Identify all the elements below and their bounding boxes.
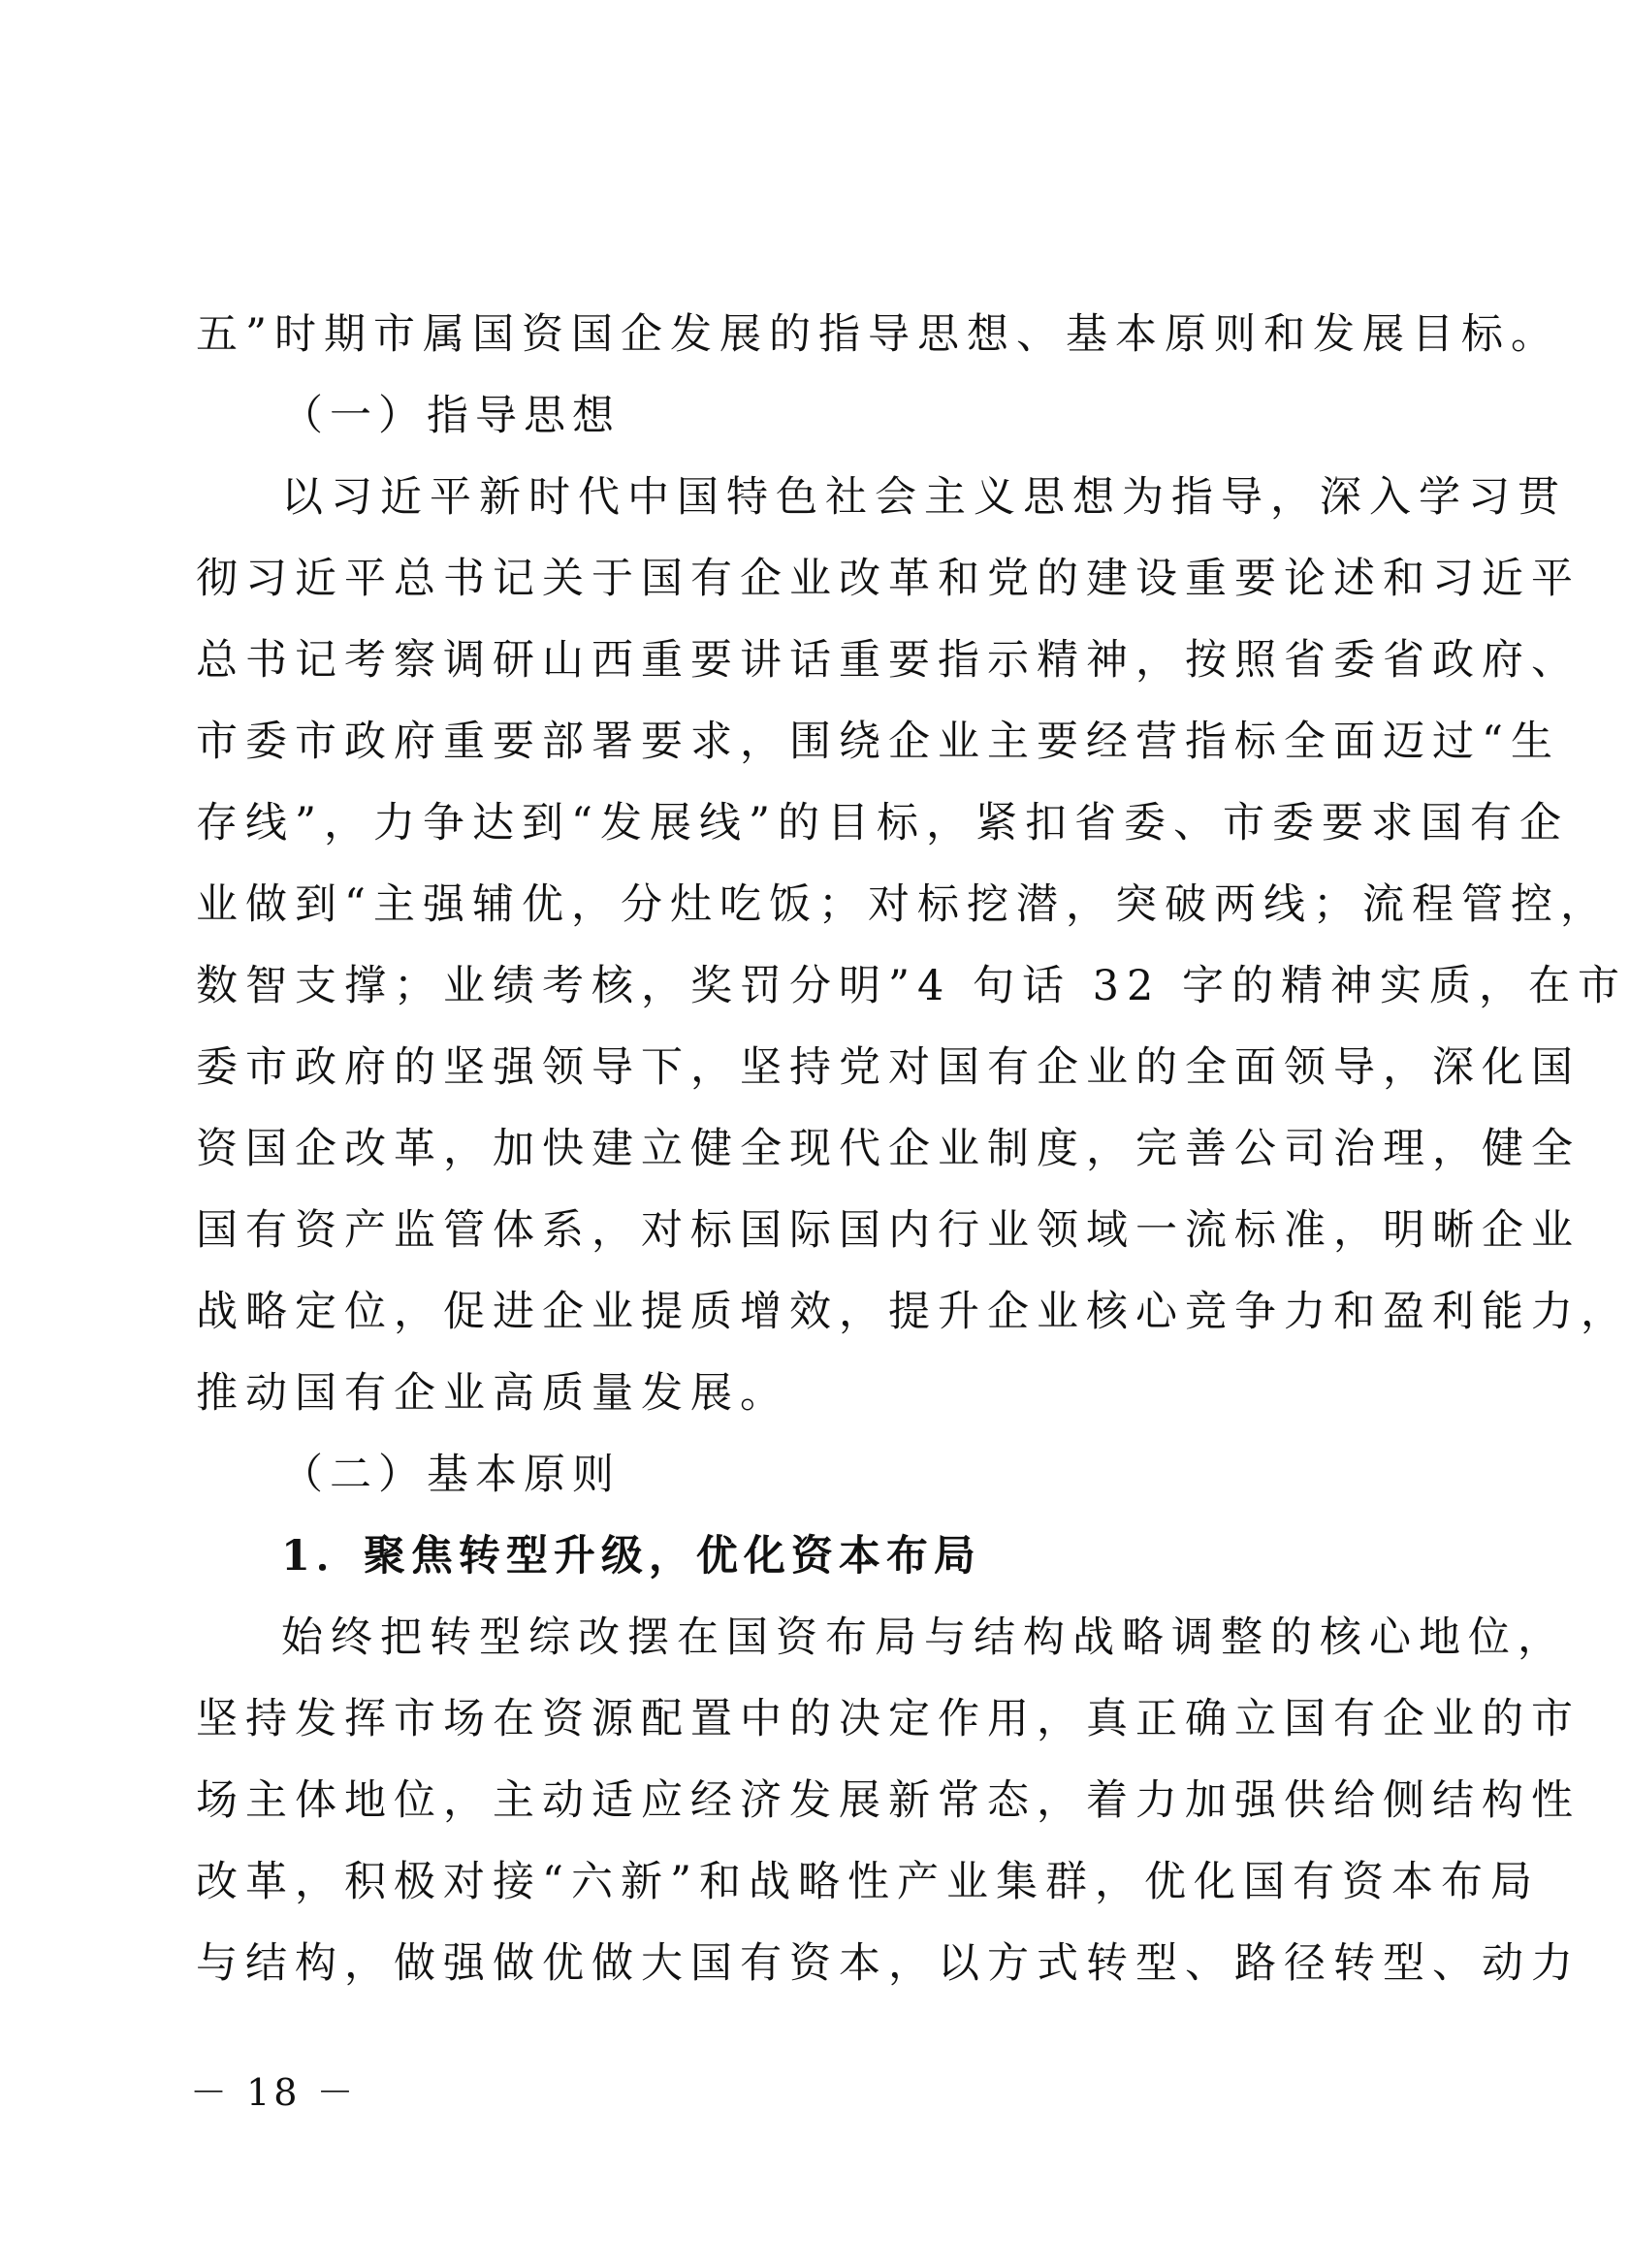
text-line: 与结构，做强做优做大国有资本，以方式转型、路径转型、动力: [196, 1939, 1581, 1988]
text-line: 战略定位，促进企业提质增效，提升企业核心竞争力和盈利能力，: [196, 1288, 1630, 1336]
section-heading-basic-principles: （二）基本原则: [281, 1451, 621, 1499]
text-line: 以习近平新时代中国特色社会主义思想为指导，深入学习贯: [281, 473, 1567, 522]
text-line: 改革，积极对接“六新”和战略性产业集群，优化国有资本布局: [196, 1858, 1540, 1906]
text-line: 坚持发挥市场在资源配置中的决定作用，真正确立国有企业的市: [196, 1695, 1581, 1743]
text-line: 业做到“主强辅优，分灶吃饭；对标挖潜，突破两线；流程管控，: [196, 880, 1610, 929]
text-line: 推动国有企业高质量发展。: [196, 1369, 789, 1418]
text-line: 五”时期市属国资国企发展的指导思想、基本原则和发展目标。: [196, 310, 1560, 359]
text-line: 存线”，力争达到“发展线”的目标，紧扣省委、市委要求国有企: [196, 799, 1569, 847]
text-line: 资国企改革，加快建立健全现代企业制度，完善公司治理，健全: [196, 1125, 1581, 1173]
text-line: 委市政府的坚强领导下，坚持党对国有企业的全面领导，深化国: [196, 1043, 1581, 1092]
text-line: 始终把转型综改摆在国资布局与结构战略调整的核心地位，: [281, 1613, 1567, 1662]
subsection-heading-transformation: 1．聚焦转型升级，优化资本布局: [281, 1532, 981, 1581]
text-line: 数智支撑；业绩考核，奖罚分明”4 句话 32 字的精神实质，在市: [196, 962, 1628, 1010]
section-heading-guiding-ideology: （一）指导思想: [281, 392, 621, 440]
text-line: 总书记考察调研山西重要讲话重要指示精神，按照省委省政府、: [196, 636, 1581, 685]
document-body: [196, 294, 1630, 2004]
text-line: 场主体地位，主动适应经济发展新常态，着力加强供给侧结构性: [196, 1776, 1581, 1825]
text-line: 国有资产监管体系，对标国际国内行业领域一流标准，明晰企业: [196, 1206, 1581, 1255]
page-number: － 18 －: [190, 2071, 358, 2114]
text-line: 彻习近平总书记关于国有企业改革和党的建设重要论述和习近平: [196, 555, 1581, 603]
text-line: 市委市政府重要部署要求，围绕企业主要经营指标全面迈过“生: [196, 718, 1560, 766]
